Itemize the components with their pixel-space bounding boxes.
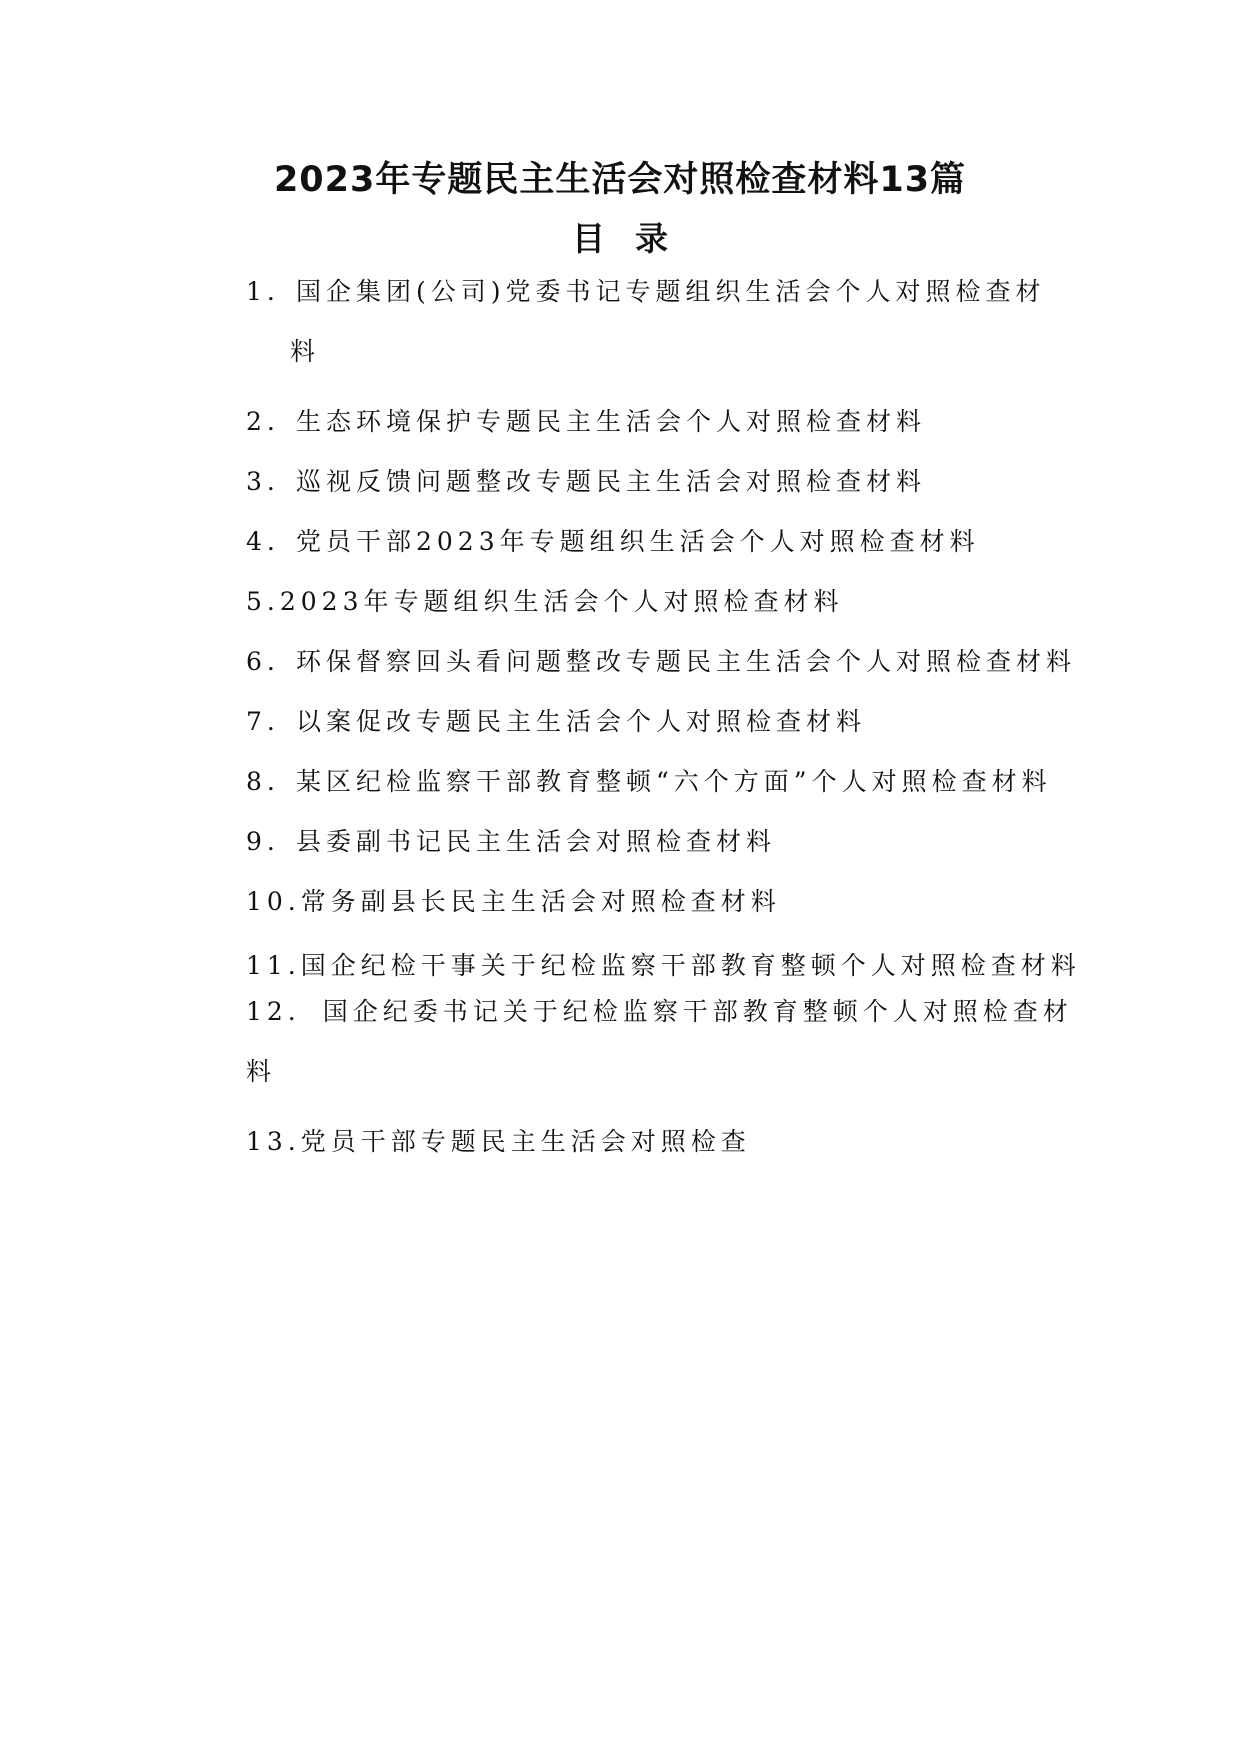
toc-item-continuation: 料: [290, 337, 321, 366]
toc-item-3: [246, 452, 1046, 512]
toc-item-text: 常务副县长民主生活会对照检查材料: [300, 887, 781, 916]
toc-item-number: 8.: [246, 767, 280, 796]
toc-item-text: 生态环境保护专题民主生活会个人对照检查材料: [296, 407, 927, 436]
toc-item-number: 2.: [246, 407, 280, 436]
toc-item-text: 党员干部专题民主生活会对照检查: [300, 1127, 751, 1156]
toc-item-text: 国企纪检干事关于纪检监察干部教育整顿个人对照检查材料: [300, 951, 1081, 980]
toc-item-9: [246, 812, 1046, 872]
toc-item-number: 10.: [246, 887, 301, 916]
toc-item-number: 3.: [246, 467, 280, 496]
toc-item-8: [246, 752, 1052, 812]
toc-item-7: [246, 692, 1046, 752]
toc-item-text: 国企集团(公司)党委书记专题组织生活会个人对照检查材: [296, 277, 1046, 306]
toc-item-13: [246, 1112, 1046, 1172]
toc-item-continuation: 料: [246, 1057, 277, 1086]
toc-item-number: 11.: [246, 951, 301, 980]
toc-item-text: 以案促改专题民主生活会个人对照检查材料: [296, 707, 867, 736]
toc-item-number: 6.: [246, 647, 280, 676]
toc-item-number: 9.: [246, 827, 280, 856]
toc-item-number: 5.: [246, 587, 280, 616]
toc-item-text: 县委副书记民主生活会对照检查材料: [296, 827, 777, 856]
toc-item-number: 1.: [246, 277, 280, 306]
toc-item-text: 巡视反馈问题整改专题民主生活会对照检查材料: [296, 467, 927, 496]
toc-item-text: 国企纪委书记关于纪检监察干部教育整顿个人对照检查材: [322, 997, 1073, 1026]
toc-item-number: 7.: [246, 707, 280, 736]
toc-item-1: [246, 262, 1046, 382]
toc-item-text: 党员干部2023年专题组织生活会个人对照检查材料: [296, 527, 980, 556]
toc-item-text: 环保督察回头看问题整改专题民主生活会个人对照检查材料: [296, 647, 1077, 676]
toc-item-text: 某区纪检监察干部教育整顿“六个方面”个人对照检查材料: [296, 767, 1052, 796]
toc-heading: 目录: [572, 219, 698, 258]
toc-item-2: [246, 392, 1046, 452]
document-title: 2023年专题民主生活会对照检查材料13篇: [273, 160, 967, 200]
toc-item-5: [246, 572, 1046, 632]
toc-item-4: [246, 512, 1046, 572]
toc-item-6: [246, 632, 1077, 692]
toc-item-number: 13.: [246, 1127, 301, 1156]
toc-item-10: [246, 872, 1046, 932]
toc-item-number: 4.: [246, 527, 280, 556]
toc-item-number: 12.: [246, 997, 301, 1026]
toc-item-12: [246, 982, 1073, 1102]
toc-item-text: 2023年专题组织生活会个人对照检查材料: [279, 587, 844, 616]
